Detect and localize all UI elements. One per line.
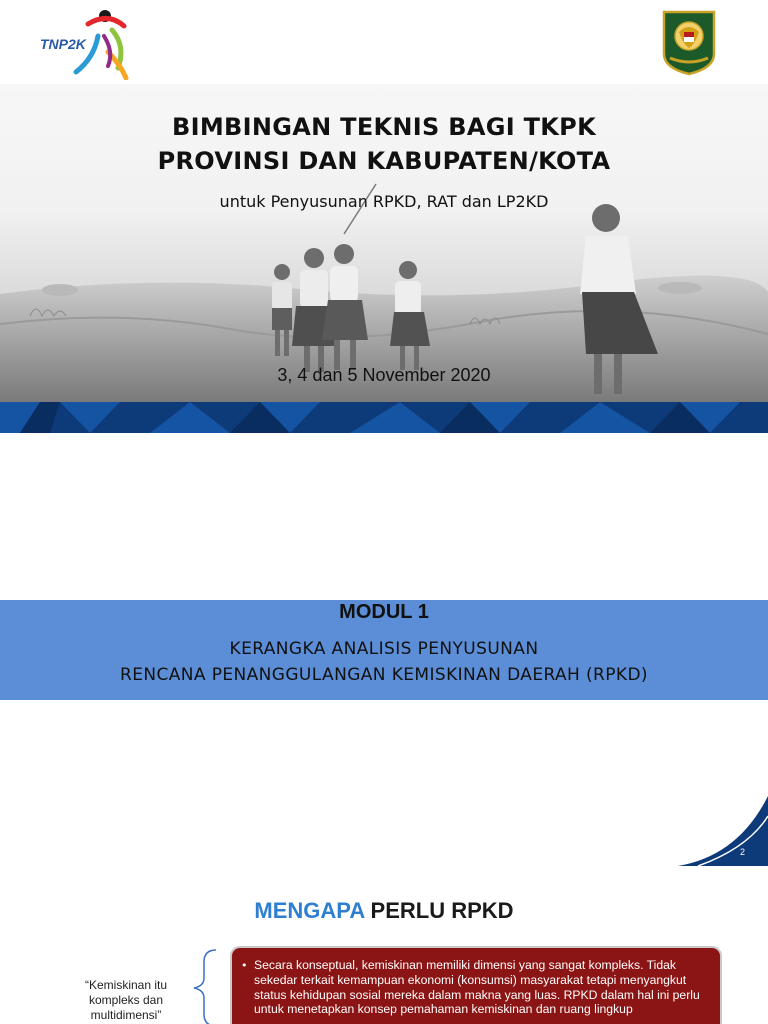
page-number: 2 [739,847,745,857]
slide-title [0,110,768,178]
module-slide [0,433,768,866]
slide-header [0,0,768,84]
heading-accent: MENGAPA [254,898,365,923]
government-emblem-icon [662,8,716,76]
tnp2k-logo [40,6,132,80]
logo-text: TNP2K [40,36,86,52]
page-corner-decoration [678,776,768,866]
title-line-1: BIMBINGAN TEKNIS BAGI TKPK [172,113,596,141]
heading-rest: PERLU RPKD [370,898,514,923]
explanation-box [232,948,720,1024]
slide-subtitle: untuk Penyusunan RPKD, RAT dan LP2KD [219,192,549,211]
explanation-text: Secara konseptual, kemiskinan memiliki dimensi yang sangat kompleks. Tidak sekedar terkait kemampuan ekonomi (konsumsi) masyarakat tetapi menyangkut status kehidupan sosial mereka dalam makna yang luas. RPKD dalam hal ini perlu untuk menetapkan konsep pemahaman kemiskinan dan ruang lingkup [254,958,700,1017]
title-slide [0,0,768,433]
module-subtitle-line-2: RENCANA PENANGGULANGAN KEMISKINAN DAERAH (RPKD) [120,665,648,685]
quote-text: “Kemiskinan itu kompleks dan multidimensi” [84,978,168,1022]
event-date: 3, 4 dan 5 November 2020 [277,365,491,385]
module-title: MODUL 1 [339,601,429,623]
footer-band [0,402,768,433]
slide-heading [0,898,768,924]
module-subtitle-line-1: KERANGKA ANALISIS PENYUSUNAN [229,639,539,659]
bullet-icon: • [241,959,248,972]
curly-brace-icon [190,948,220,1024]
content-slide [0,866,768,1024]
title-line-2: PROVINSI DAN KABUPATEN/KOTA [157,147,611,175]
